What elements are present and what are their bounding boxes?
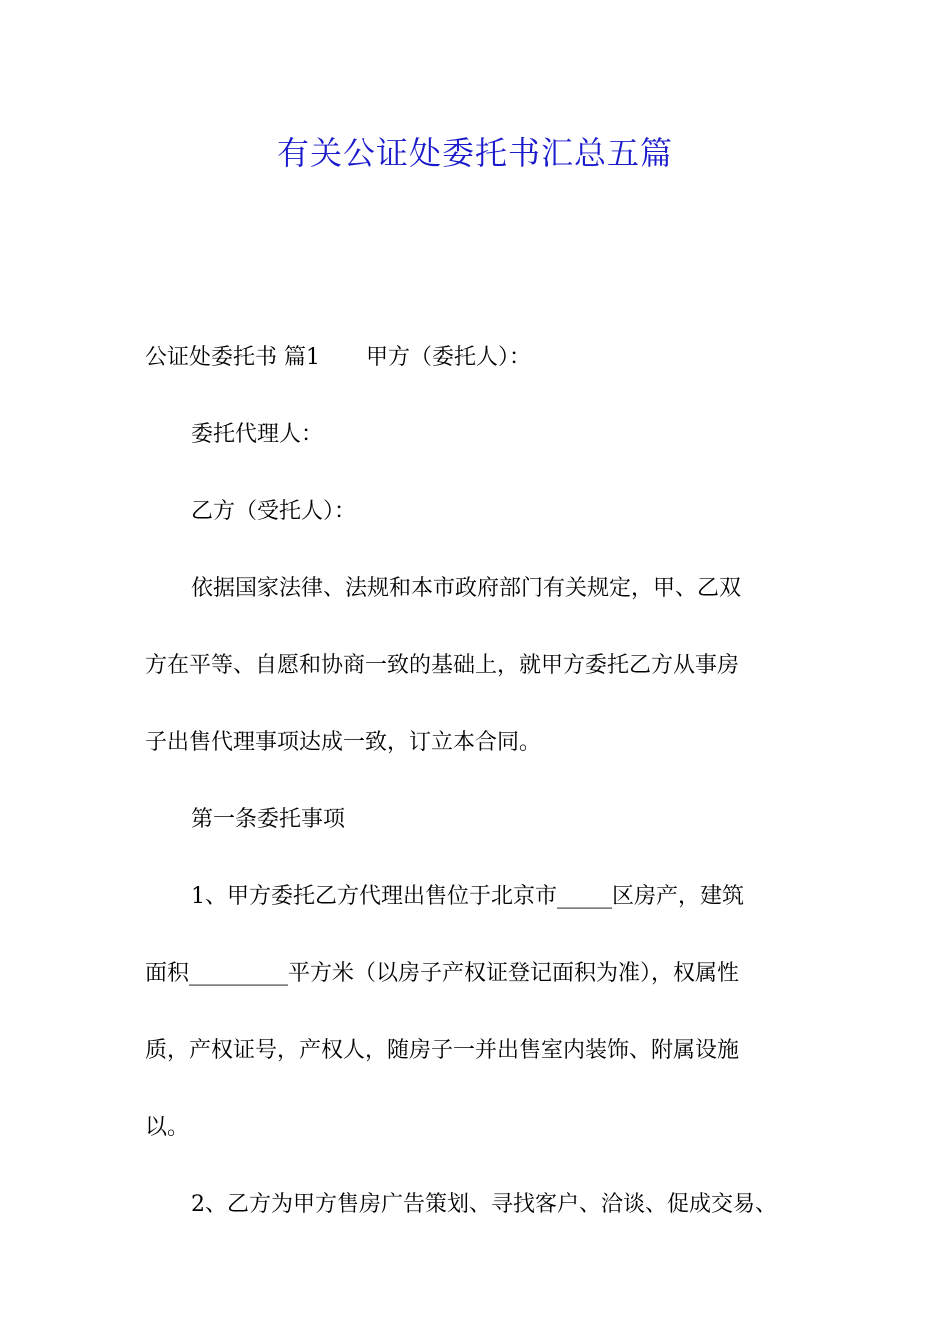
item1-line-3: 质，产权证号，产权人，随房子一并出售室内装饰、附属设施 xyxy=(145,1038,740,1063)
party-a-label: 甲方（委托人）： xyxy=(366,345,532,370)
document-title: 有关公证处委托书汇总五篇 xyxy=(276,134,673,172)
section-heading: 公证处委托书 篇1 xyxy=(145,345,320,370)
document-body xyxy=(145,338,825,1225)
item1-line-1: 1、甲方委托乙方代理出售位于北京市_____区房产，建筑 xyxy=(191,884,744,909)
intro-line-2: 方在平等、自愿和协商一致的基础上，就甲方委托乙方从事房 xyxy=(145,653,740,678)
heading-line xyxy=(145,338,825,378)
intro-line-3: 子出售代理事项达成一致，订立本合同。 xyxy=(145,730,542,755)
intro-line-1: 依据国家法律、法规和本市政府部门有关规定，甲、乙双 xyxy=(191,576,742,601)
item1-line-2: 面积_________平方米（以房子产权证登记面积为准），权属性 xyxy=(145,961,740,986)
item1-line-4: 以。 xyxy=(145,1115,190,1140)
agent-label: 委托代理人： xyxy=(191,422,324,447)
item2-line-1: 2、乙方为甲方售房广告策划、寻找客户、洽谈、促成交易、 xyxy=(191,1192,777,1217)
party-b-label: 乙方（受托人）： xyxy=(191,499,357,524)
article-one-heading: 第一条委托事项 xyxy=(191,807,346,832)
